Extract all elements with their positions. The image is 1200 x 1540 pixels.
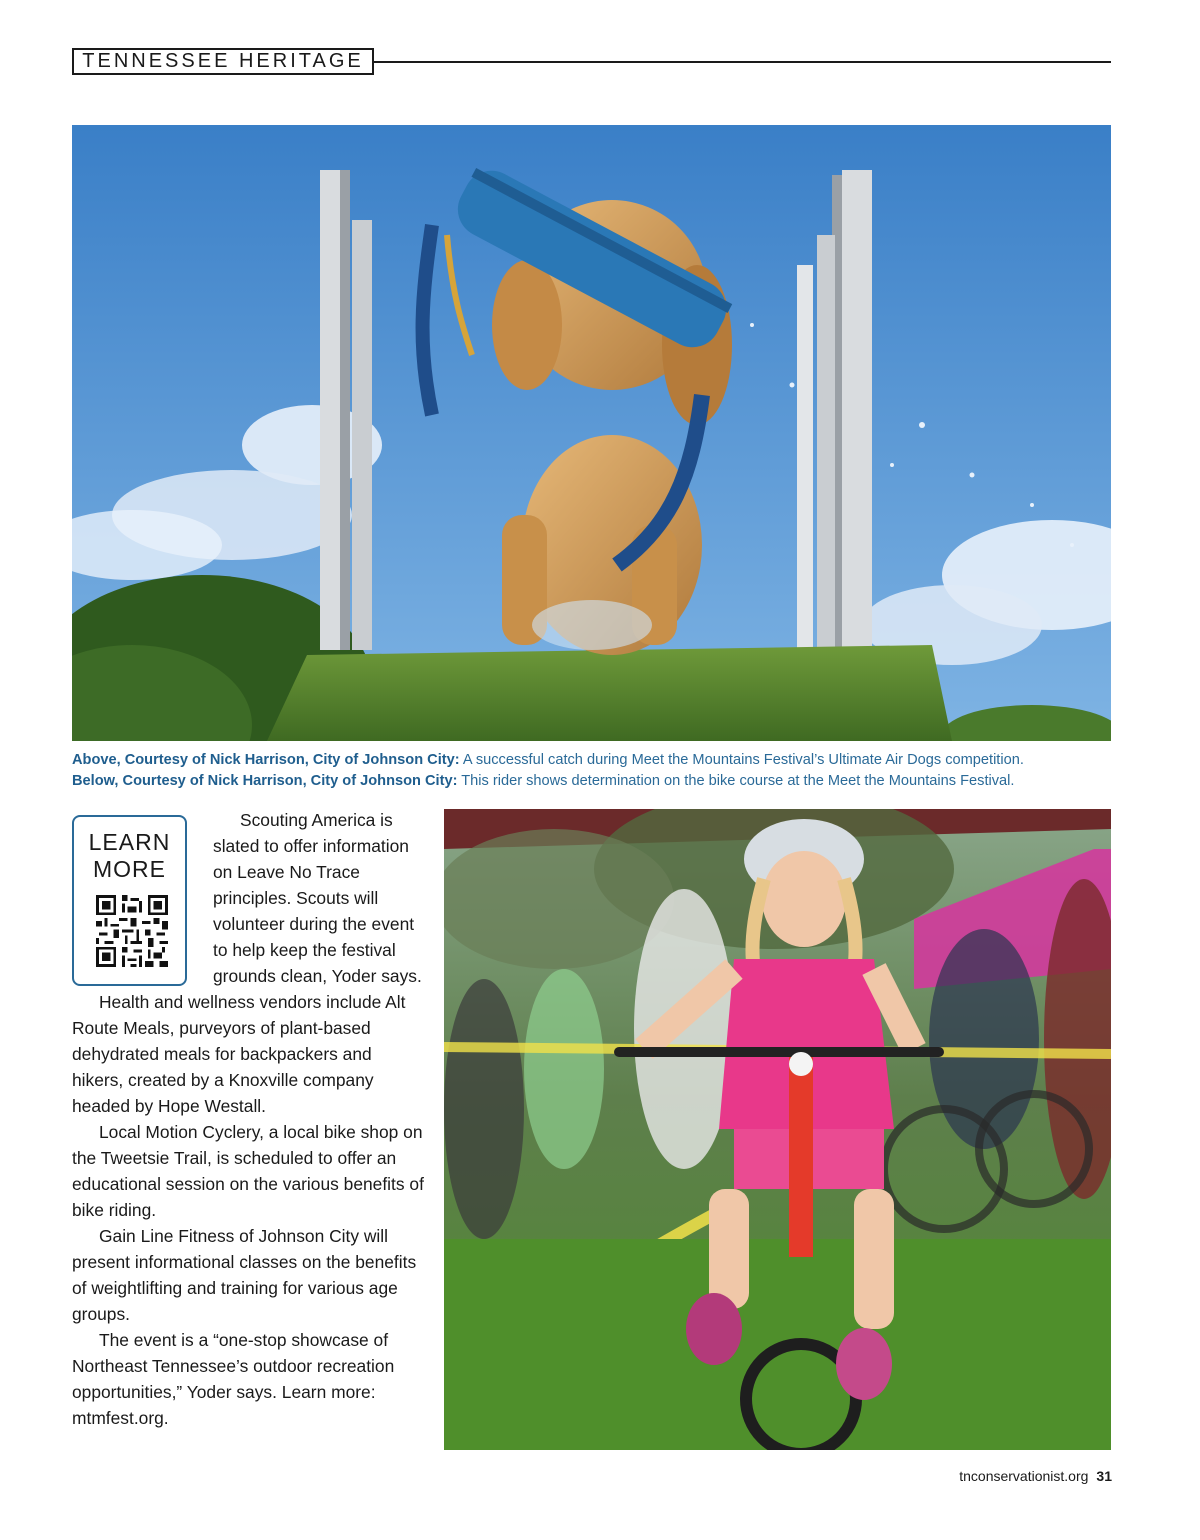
caption-text: A successful catch during Meet the Mountains Festival’s Ultimate Air Dogs competition.: [462, 752, 1024, 768]
dog-photo-illustration: [72, 125, 1111, 741]
header-rule: [374, 61, 1111, 63]
caption-credit: Above, Courtesy of Nick Harrison, City of Johnson City:: [72, 752, 460, 768]
body-paragraph: Scouting America is slated to offer information on Leave No Trace principles. Scouts will volunteer during the event to help keep the festival grounds clean, Yoder says.: [213, 810, 422, 986]
caption-text: This rider shows determination on the bike course at the Meet the Mountains Festival.: [461, 773, 1015, 789]
page-number: 31: [1096, 1468, 1112, 1484]
article-body: [72, 807, 427, 1431]
caption-above: [72, 750, 1112, 771]
body-paragraph: Local Motion Cyclery, a local bike shop on the Tweetsie Trail, is scheduled to offer an educational session on the various benefits of bike riding.: [72, 1122, 424, 1220]
learn-more-line2: MORE: [93, 856, 166, 882]
footer-site: tnconservationist.org: [959, 1468, 1089, 1484]
body-paragraph: Gain Line Fitness of Johnson City will present informational classes on the benefits of weightlifting and training for various age groups.: [72, 1226, 417, 1324]
dog-photo: [72, 125, 1111, 741]
section-tag: TENNESSEE HERITAGE: [72, 48, 374, 75]
body-paragraph: Health and wellness vendors include Alt Route Meals, purveyors of plant-based dehydrated meals for backpackers and hikers, created by a Knoxville company headed by Hope Westall.: [72, 992, 406, 1116]
caption-below: [72, 771, 1112, 792]
rider-photo: [444, 809, 1111, 1450]
photo-captions: [72, 750, 1112, 792]
body-paragraph: The event is a “one-stop showcase of Northeast Tennessee’s outdoor recreation opportunities,” Yoder says. Learn more: mtmfest.org.: [72, 1330, 395, 1428]
rider-photo-illustration: [444, 809, 1111, 1450]
page-footer: [959, 1468, 1112, 1484]
learn-more-line1: LEARN: [88, 829, 171, 855]
caption-credit: Below, Courtesy of Nick Harrison, City of Johnson City:: [72, 773, 458, 789]
